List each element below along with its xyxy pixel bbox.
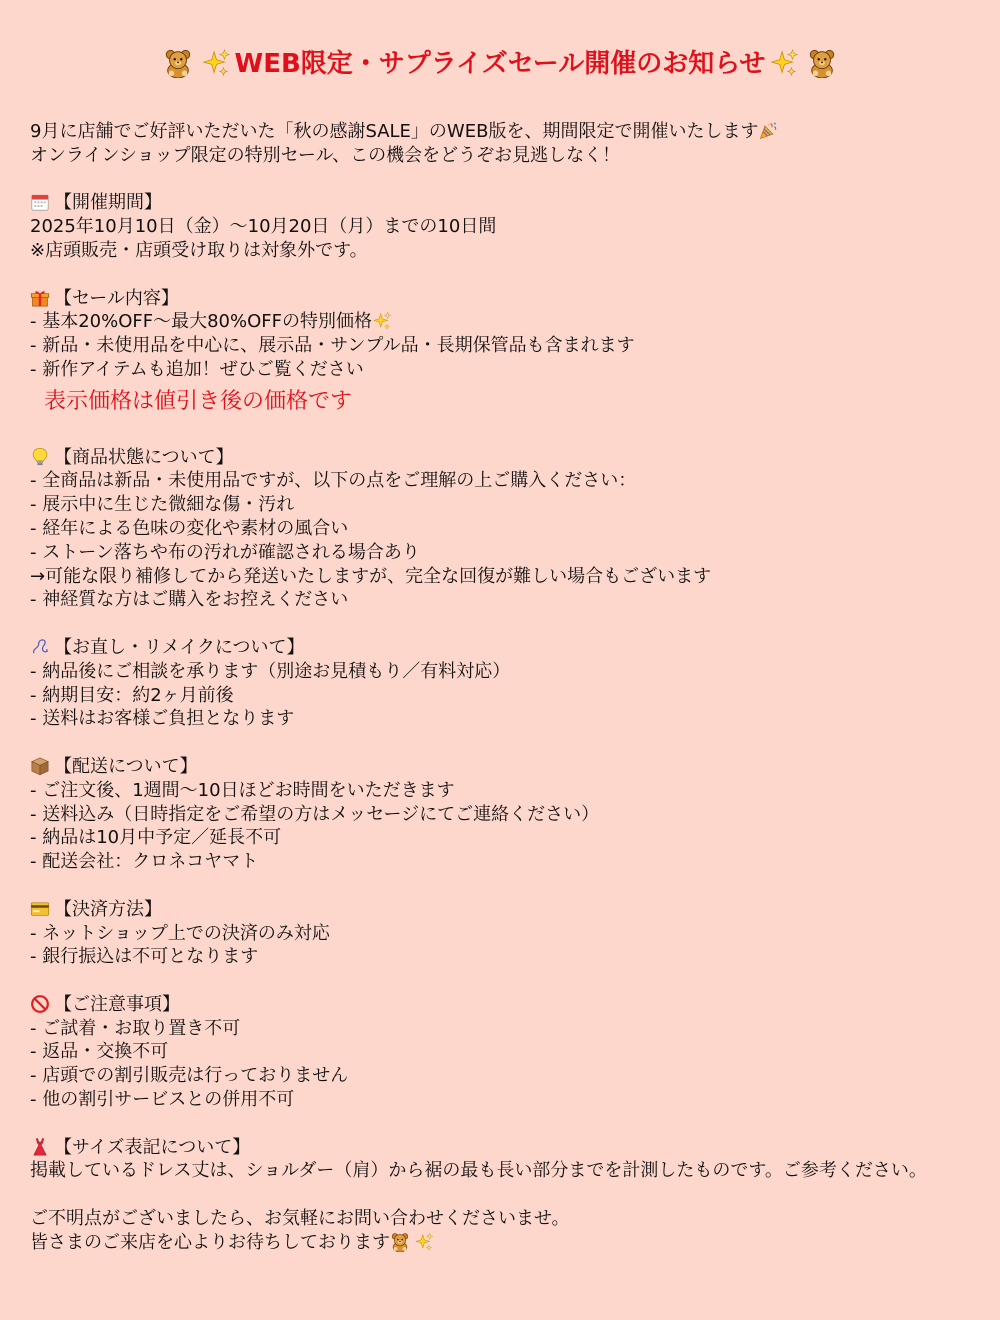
condition-line: - ストーン落ちや布の汚れが確認される場合あり bbox=[30, 541, 420, 563]
bear-icon bbox=[390, 1232, 410, 1252]
caution-line: - 店頭での割引販売は行っておりません bbox=[30, 1065, 349, 1087]
bear-icon bbox=[807, 48, 837, 78]
announcement-body bbox=[30, 120, 970, 1255]
gift-icon bbox=[30, 288, 50, 308]
condition-line: - 展示中に生じた微細な傷・汚れ bbox=[30, 494, 295, 516]
sale-line: - 新作アイテムも追加！ぜひご覧ください bbox=[30, 358, 364, 380]
caution-heading-text: 【ご注意事項】 bbox=[54, 993, 180, 1015]
bear-icon bbox=[163, 48, 193, 78]
sparkles-icon bbox=[769, 48, 799, 78]
sale-heading bbox=[30, 287, 970, 311]
party-popper-icon bbox=[758, 121, 778, 141]
shipping-heading-text: 【配送について】 bbox=[54, 755, 198, 777]
condition-line: - 神経質な方はご購入をお控えください bbox=[30, 589, 349, 611]
condition-heading-text: 【商品状態について】 bbox=[54, 446, 234, 468]
size-heading-text: 【サイズ表記について】 bbox=[54, 1136, 251, 1158]
repair-line: - 納品後にご相談を承ります（別途お見積もり／有料対応） bbox=[30, 660, 511, 682]
closing-text: 皆さまのご来店を心よりお待ちしております bbox=[30, 1231, 390, 1253]
caution-heading bbox=[30, 993, 970, 1017]
condition-heading bbox=[30, 446, 970, 470]
repair-line: - 送料はお客様ご負担となります bbox=[30, 708, 295, 730]
credit-card-icon bbox=[30, 899, 50, 919]
sale-heading-text: 【セール内容】 bbox=[54, 287, 179, 309]
caution-line: - ご試着・お取り置き不可 bbox=[30, 1017, 241, 1039]
closing-line-2 bbox=[30, 1231, 970, 1255]
shipping-heading bbox=[30, 755, 970, 779]
payment-line: - ネットショップ上での決済のみ対応 bbox=[30, 922, 330, 944]
size-heading bbox=[30, 1136, 970, 1160]
sale-line: - 新品・未使用品を中心に、展示品・サンプル品・長期保管品も含まれます bbox=[30, 335, 635, 357]
closing-line-1: ご不明点がございましたら、お気軽にお問い合わせくださいませ。 bbox=[30, 1208, 570, 1230]
shipping-line: - 送料込み（日時指定をご希望の方はメッセージにてご連絡ください） bbox=[30, 803, 600, 825]
shipping-line: - 配送会社：クロネコヤマト bbox=[30, 851, 259, 873]
dress-icon bbox=[30, 1137, 50, 1157]
sparkles-icon bbox=[414, 1232, 434, 1252]
repair-heading bbox=[30, 636, 970, 660]
intro-line-1 bbox=[30, 120, 970, 144]
sale-line-text: - 基本20%OFF〜最大80%OFFの特別価格 bbox=[30, 311, 372, 333]
repair-heading-text: 【お直し・リメイクについて】 bbox=[54, 636, 305, 658]
page-title bbox=[0, 44, 1000, 84]
payment-heading-text: 【決済方法】 bbox=[54, 898, 162, 920]
period-heading bbox=[30, 191, 970, 215]
shipping-line: - 納品は10月中予定／延長不可 bbox=[30, 827, 282, 849]
sparkles-icon bbox=[201, 48, 231, 78]
caution-line: - 他の割引サービスとの併用不可 bbox=[30, 1089, 295, 1111]
calendar-icon bbox=[30, 192, 50, 212]
payment-line: - 銀行振込は不可となります bbox=[30, 946, 259, 968]
intro-line-2: オンラインショップ限定の特別セール、この機会をどうぞお見逃しなく！ bbox=[30, 144, 621, 166]
sale-line bbox=[30, 310, 970, 334]
repair-line: - 納期目安：約2ヶ月前後 bbox=[30, 684, 234, 706]
lightbulb-icon bbox=[30, 447, 50, 467]
caution-line: - 返品・交換不可 bbox=[30, 1041, 169, 1063]
thread-icon bbox=[30, 637, 50, 657]
package-icon bbox=[30, 756, 50, 776]
size-text: 掲載しているドレス丈は、ショルダー（肩）から裾の最も長い部分までを計測したものです。ご参考ください。 bbox=[30, 1160, 927, 1182]
period-line: ※店頭販売・店頭受け取りは対象外です。 bbox=[30, 239, 368, 261]
condition-line: - 経年による色味の変化や素材の風合い bbox=[30, 517, 349, 539]
shipping-line: - ご注文後、1週間〜10日ほどお時間をいただきます bbox=[30, 779, 455, 801]
prohibited-icon bbox=[30, 994, 50, 1014]
price-notice: 表示価格は値引き後の価格です bbox=[44, 388, 353, 414]
period-heading-text: 【開催期間】 bbox=[54, 192, 162, 214]
sparkles-icon bbox=[372, 311, 392, 331]
title-text: WEB限定・サプライズセール開催のお知らせ bbox=[234, 49, 766, 79]
condition-line: - 全商品は新品・未使用品ですが、以下の点をご理解の上ご購入ください： bbox=[30, 470, 637, 492]
period-line: 2025年10月10日（金）〜10月20日（月）までの10日間 bbox=[30, 216, 497, 238]
intro-text: 9月に店舗でご好評いただいた「秋の感謝SALE」のWEB版を、期間限定で開催いたします bbox=[30, 121, 759, 142]
payment-heading bbox=[30, 898, 970, 922]
condition-line: →可能な限り補修してから発送いたしますが、完全な回復が難しい場合もございます bbox=[30, 565, 712, 587]
